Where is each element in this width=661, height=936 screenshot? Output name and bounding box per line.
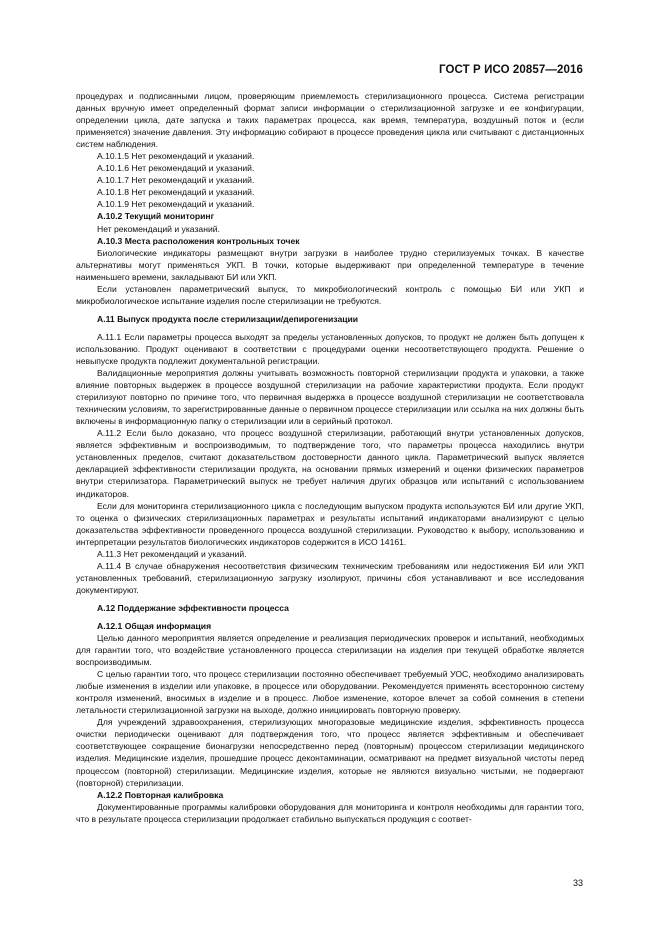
clause-a10-1-9: А.10.1.9 Нет рекомендаций и указаний. (97, 199, 255, 210)
clause-a10-1-8: А.10.1.8 Нет рекомендаций и указаний. (97, 187, 255, 198)
paragraph-a12-1-healthcare: Для учреждений здравоохранения, стерилизующих многоразовые медицинские изделия, эффективность процесса очистки периодически оценивают для подтверждения того, что процесс является эффективным и обеспечивает соответствующее сокращение бионагрузки непосредственно перед (повторным) процессом стерилизации медицинского изделия. Медицинские изделия, прошедшие процесс деконтаминации, осматривают на предмет визуальной чистоты перед процессом (повторной) стерилизации. Медицинские изделия, которые не являются визуально чистыми, не подвергают (повторной) стерилизации. (76, 717, 584, 788)
clause-a11-4: А.11.4 В случае обнаружения несоответствия физическим техническим требованиям или недостижения БИ или УКП установленных требований, стерилизационную загрузку изолируют, причины сбоя устанавливают и все исследования документируют. (76, 560, 584, 595)
clause-a10-1-7: А.10.1.7 Нет рекомендаций и указаний. (97, 175, 255, 186)
clause-a11-1: А.11.1 Если параметры процесса выходят за пределы установленных допусков, то продукт не должен быть допущен к использованию. Продукт оценивают в соответствии с процедурами оценки несоответствующего продукта. Решение о невыпуске продукта подлежит документальной регистрации. (76, 331, 584, 366)
clause-a11-2: А.11.2 Если было доказано, что процесс воздушной стерилизации, работающий внутри установленных допусков, является эффективным и воспроизводимым, то подтверждение того, что параметры процесса находились внутри установленных пределов, считают доказательством достоверности данного цикла. Параметрический выпуск является декларацией эффективности стерилизации продукта, на основании прямых измерений и оценки физических параметров внутри стерилизатора. Параметрический выпуск не требует наличия других образцов или испытаний с использованием индикаторов. (76, 428, 584, 499)
paragraph-a11-2-bi: Если для мониторинга стерилизационного цикла с последующим выпуском продукта используются БИ или другие УКП, то оценка о физических стерилизационных параметрах и результаты испытаний индикаторами анализируют с целью доказательства эффективности проведенного процесса воздушной стерилизации. Руководство к выбору, использованию и интерпретации результатов биологических индикаторов содержится в ИСО 14161. (76, 500, 584, 547)
heading-a10-3: А.10.3 Места расположения контрольных точек (97, 235, 300, 246)
heading-a12-1: А.12.1 Общая информация (97, 620, 212, 631)
paragraph-a12-2: Документированные программы калибровки оборудования для мониторинга и контроля необходимы для гарантии того, что в результате процесса стерилизации продолжает стабильно выпускаться продукция с соответ- (76, 801, 584, 824)
heading-a12-2: А.12.2 Повторная калибровка (97, 789, 224, 800)
heading-a10-2: А.10.2 Текущий мониторинг (97, 211, 215, 222)
clause-a11-3: А.11.3 Нет рекомендаций и указаний. (97, 548, 247, 559)
clause-a10-1-6: А.10.1.6 Нет рекомендаций и указаний. (97, 163, 255, 174)
paragraph-a11-1-validation: Валидационные мероприятия должны учитывать возможность повторной стерилизации продукта и упаковки, а также влияние повторных выдержек в процессе воздушной стерилизации на рабочие характеристики продукта. Если продукт стерилизуют повторно по причине того, что первичная выдержка в процессе воздушной стерилизации не соответствовала техническим условиям, то зарегистрированные данные о первичном процессе стерилизации или ссылка на них должны быть включены в информационную папку о стерилизации или в серийный протокол. (76, 368, 584, 427)
page-header: ГОСТ Р ИСО 20857—2016 (438, 64, 583, 76)
page-number: 33 (572, 878, 583, 888)
heading-a11: А.11 Выпуск продукта после стерилизации/депирогенизации (97, 313, 359, 324)
clause-a10-1-5: А.10.1.5 Нет рекомендаций и указаний. (97, 151, 255, 162)
heading-a12: А.12 Поддержание эффективности процесса (97, 602, 289, 613)
paragraph-a10-3-param: Если установлен параметрический выпуск, то микробиологический контроль с помощью БИ или УКП и микробиологическое испытание изделия после стерилизации не требуются. (76, 283, 584, 306)
paragraph-records: процедурах и подписанными лицом, проверяющим приемлемость стерилизационного процесса. Система регистрации данных вручную имеет определенный формат записи информации о стерилизационной загрузке и ее конфигурации, определении цикла, дате запуска и таких параметрах процесса, как время, температура, воздушный поток и (если применяется) значение давления. Эту информацию собирают в процессе проведения цикла или считывают с дистанционных систем наблюдения. (76, 91, 584, 150)
paragraph-a10-3-bi: Биологические индикаторы размещают внутри загрузки в наиболее трудно стерилизуемых точках. В качестве альтернативы могут применяться УКП. В точки, которые выдерживают при определенной температуре в течение наименьшего времени, закладывают БИ или УКП. (76, 247, 584, 282)
paragraph-a10-2: Нет рекомендаций и указаний. (97, 223, 220, 234)
paragraph-a12-1-changes: С целью гарантии того, что процесс стерилизации постоянно обеспечивает требуемый УОС, необходимо анализировать любые изменения в изделии или упаковке, в процессе или оборудовании. Рекомендуется применять всесторонною систему контроля изменений, вносимых в изделие и в процесс. Любое изменение, которое влечет за собой сомнения в степени летальности стерилизационной загрузки на выходе, должно инициировать повторную проверку. (76, 669, 584, 716)
page-body (76, 90, 584, 825)
paragraph-a12-1-purpose: Целью данного мероприятия является определение и реализация периодических проверок и испытаний, необходимых для гарантии того, что воздействие установленного процесса стерилизации на изделия при текущей обработке является воспроизводимым. (76, 633, 584, 668)
